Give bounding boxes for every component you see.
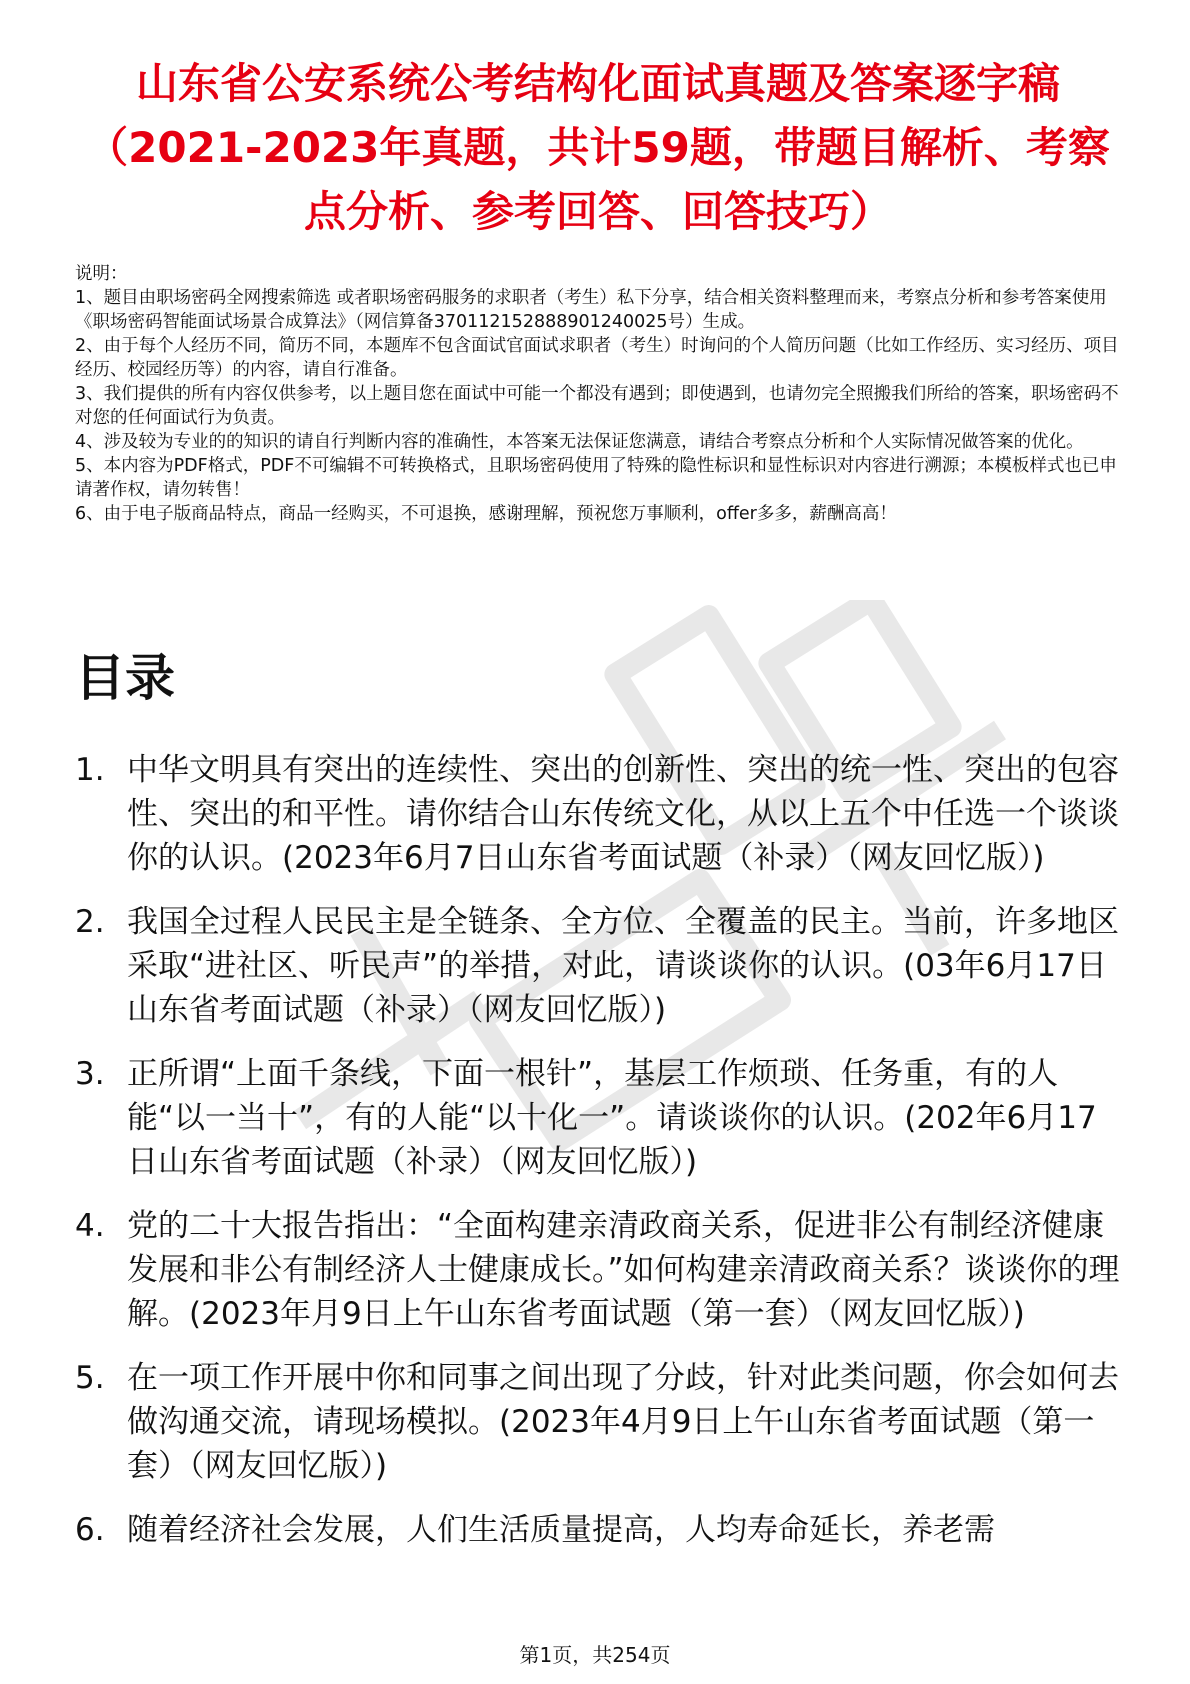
toc-item-text: 随着经济社会发展，人们生活质量提高，人均寿命延长，养老需 [127, 1512, 995, 1548]
toc-item-text: 中华文明具有突出的连续性、突出的创新性、突出的统一性、突出的包容性、突出的和平性。请你结合山东传统文化，从以上五个中任选一个谈谈你的认识。(2023年6月7日山东省考面试题（补录）（网友回忆版）) [127, 752, 1119, 876]
note-item: 3、我们提供的所有内容仅供参考，以上题目您在面试中可能一个都没有遇到；即使遇到，也请勿完全照搬我们所给的答案，职场密码不对您的任何面试行为负责。 [75, 384, 1119, 428]
notes-section [75, 262, 1125, 526]
toc-item[interactable] [75, 900, 1125, 1032]
toc-item-number: 1. [75, 752, 105, 788]
toc-item-number: 2. [75, 904, 105, 940]
note-item: 1、题目由职场密码全网搜索筛选 或者职场密码服务的求职者（考生）私下分享，结合相关资料整理而来，考察点分析和参考答案使用《职场密码智能面试场景合成算法》（网信算备370112152888901240025号）生成。 [75, 288, 1107, 332]
toc-item[interactable] [75, 748, 1125, 880]
toc-item-text: 在一项工作开展中你和同事之间出现了分歧，针对此类问题，你会如何去做沟通交流，请现场模拟。(2023年4月9日上午山东省考面试题（第一套）（网友回忆版）) [127, 1360, 1119, 1484]
toc-item-text: 正所谓“上面千条线，下面一根针”，基层工作烦琐、任务重，有的人能“以一当十”，有的人能“以十化一”。请谈谈你的认识。(202年6月17日山东省考面试题（补录）（网友回忆版）) [127, 1056, 1097, 1180]
notes-heading: 说明： [75, 264, 128, 284]
toc-item-number: 5. [75, 1360, 105, 1396]
toc-item-number: 6. [75, 1512, 105, 1548]
toc-item[interactable] [75, 1204, 1125, 1336]
toc-item-number: 4. [75, 1208, 105, 1244]
toc-heading: 目录 [75, 649, 175, 707]
toc-item-text: 我国全过程人民民主是全链条、全方位、全覆盖的民主。当前，许多地区采取“进社区、听民声”的举措，对此，请谈谈你的认识。(03年6月17日山东省考面试题（补录）（网友回忆版）) [127, 904, 1119, 1028]
document-title: 山东省公安系统公考结构化面试真题及答案逐字稿（2021-2023年真题，共计59题，带题目解析、考察点分析、参考回答、回答技巧） [86, 59, 1110, 236]
toc-item[interactable] [75, 1052, 1125, 1184]
note-item: 2、由于每个人经历不同，简历不同，本题库不包含面试官面试求职者（考生）时询问的个人简历问题（比如工作经历、实习经历、项目经历、校园经历等）的内容，请自行准备。 [75, 336, 1119, 380]
toc-item[interactable] [75, 1508, 1125, 1552]
note-item: 5、本内容为PDF格式，PDF不可编辑不可转换格式，且职场密码使用了特殊的隐性标识和显性标识对内容进行溯源；本模板样式也已申请著作权，请勿转售！ [75, 456, 1117, 500]
toc-item-text: 党的二十大报告指出：“全面构建亲清政商关系，促进非公有制经济健康发展和非公有制经济人士健康成长。”如何构建亲清政商关系？谈谈你的理解。(2023年月9日上午山东省考面试题（第一套）（网友回忆版）) [127, 1208, 1120, 1332]
page-number: 第1页，共254页 [519, 1643, 671, 1667]
note-item: 6、由于电子版商品特点，商品一经购买，不可退换，感谢理解，预祝您万事顺利，offer多多，薪酬高高！ [75, 504, 897, 524]
note-item: 4、涉及较为专业的的知识的请自行判断内容的准确性，本答案无法保证您满意，请结合考察点分析和个人实际情况做答案的优化。 [75, 432, 1084, 452]
toc-item-number: 3. [75, 1056, 105, 1092]
toc-list [75, 748, 1125, 1572]
toc-item[interactable] [75, 1356, 1125, 1488]
